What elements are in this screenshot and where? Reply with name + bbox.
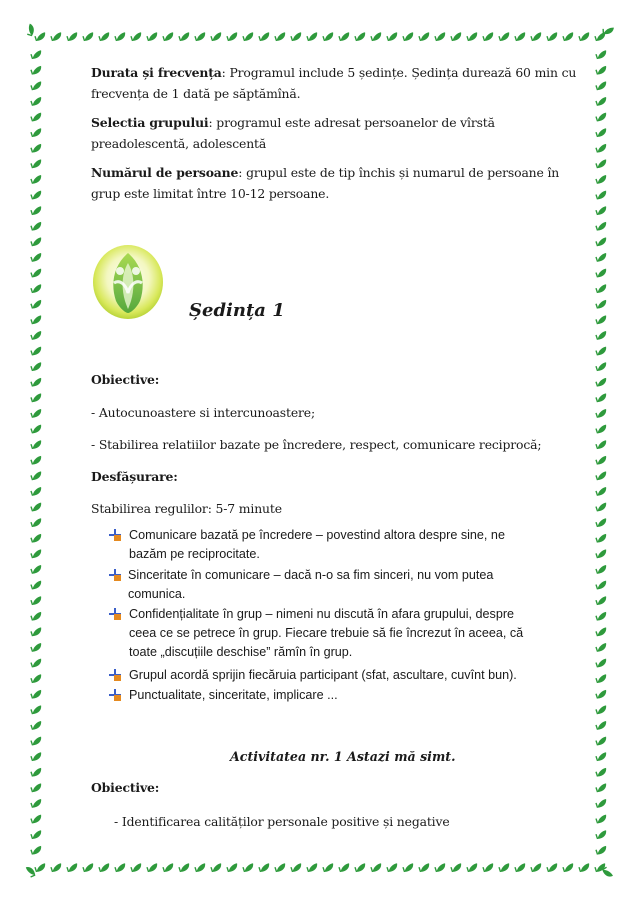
border-leaf-icon: [23, 865, 37, 878]
bullet-icon: [109, 669, 121, 681]
border-leaf-icon: [29, 390, 42, 404]
border-leaf-icon: [177, 29, 190, 43]
border-leaf-icon: [594, 718, 607, 732]
border-leaf-icon: [594, 484, 607, 498]
border-leaf-icon: [594, 234, 607, 248]
border-leaf-icon: [594, 702, 607, 716]
border-leaf-icon: [594, 811, 607, 825]
border-leaf-icon: [257, 860, 270, 874]
border-leaf-icon: [594, 749, 607, 763]
group-selection-text: : programul este adresat persoanelor de vîrstă: [208, 115, 495, 130]
objectives-heading: [91, 370, 159, 391]
border-leaf-icon: [594, 359, 607, 373]
border-leaf-icon: [29, 312, 42, 326]
group-size-label: Numărul de persoane: [91, 165, 239, 180]
border-leaf-icon: [601, 866, 615, 878]
border-leaf-icon: [29, 265, 42, 279]
border-leaf-icon: [593, 29, 606, 43]
border-leaf-icon: [594, 827, 607, 841]
border-leaf-icon: [337, 29, 350, 43]
border-leaf-icon: [29, 156, 42, 170]
border-leaf-icon: [81, 860, 94, 874]
border-leaf-icon: [29, 343, 42, 357]
border-leaf-icon: [29, 530, 42, 544]
border-leaf-icon: [337, 860, 350, 874]
border-leaf-icon: [29, 655, 42, 669]
border-leaf-icon: [29, 749, 42, 763]
border-leaf-icon: [29, 296, 42, 310]
border-leaf-icon: [29, 686, 42, 700]
border-leaf-icon: [29, 515, 42, 529]
border-leaf-icon: [369, 29, 382, 43]
group-selection-label: Selectia grupului: [91, 115, 209, 130]
border-leaf-icon: [225, 29, 238, 43]
border-leaf-icon: [594, 296, 607, 310]
border-leaf-icon: [594, 671, 607, 685]
border-leaf-icon: [225, 860, 238, 874]
border-leaf-icon: [594, 468, 607, 482]
border-leaf-icon: [29, 218, 42, 232]
border-leaf-icon: [401, 29, 414, 43]
border-leaf-icon: [601, 23, 615, 37]
border-leaf-icon: [33, 860, 46, 874]
objectives2-heading: [91, 778, 159, 799]
group-size-text: : grupul este de tip închis și numarul de persoane în: [238, 165, 560, 180]
border-leaf-icon: [594, 515, 607, 529]
border-leaf-icon: [594, 406, 607, 420]
border-leaf-icon: [594, 452, 607, 466]
border-leaf-icon: [145, 29, 158, 43]
border-leaf-icon: [433, 29, 446, 43]
border-leaf-icon: [29, 203, 42, 217]
border-leaf-icon: [594, 655, 607, 669]
rule-text: Confidențialitate în grup – nimeni nu discută în afara grupului, despre: [129, 607, 515, 621]
bullet-icon: [109, 569, 121, 581]
border-leaf-icon: [594, 203, 607, 217]
border-leaf-icon: [177, 860, 190, 874]
border-leaf-icon: [577, 860, 590, 874]
border-leaf-icon: [29, 172, 42, 186]
border-leaf-icon: [145, 860, 158, 874]
border-leaf-icon: [161, 860, 174, 874]
border-leaf-icon: [545, 29, 558, 43]
frequency-text-2: frecvența de 1 dată pe săptămînă.: [91, 85, 301, 101]
border-leaf-icon: [29, 827, 42, 841]
bullet-icon: [109, 608, 121, 620]
border-leaf-icon: [29, 702, 42, 716]
border-leaf-icon: [353, 29, 366, 43]
border-leaf-icon: [594, 265, 607, 279]
border-leaf-icon: [65, 860, 78, 874]
border-leaf-icon: [594, 390, 607, 404]
border-leaf-icon: [29, 733, 42, 747]
border-leaf-icon: [29, 562, 42, 576]
border-leaf-icon: [29, 62, 42, 76]
border-leaf-icon: [594, 172, 607, 186]
border-leaf-icon: [29, 452, 42, 466]
border-leaf-icon: [594, 47, 607, 61]
border-leaf-icon: [594, 250, 607, 264]
frequency-paragraph: [91, 63, 576, 104]
border-leaf-icon: [561, 860, 574, 874]
border-leaf-icon: [594, 624, 607, 638]
border-leaf-icon: [561, 29, 574, 43]
border-leaf-icon: [594, 437, 607, 451]
logo: [92, 243, 164, 321]
border-leaf-icon: [321, 860, 334, 874]
border-leaf-icon: [594, 780, 607, 794]
border-leaf-icon: [594, 94, 607, 108]
activity-title: Activitatea nr. 1 Astazi mă simt.: [230, 749, 456, 764]
objectives2-heading-text: Obiective:: [91, 780, 160, 795]
border-leaf-icon: [385, 860, 398, 874]
border-leaf-icon: [594, 577, 607, 591]
border-leaf-icon: [29, 359, 42, 373]
group-selection-paragraph: [91, 113, 495, 154]
border-leaf-icon: [81, 29, 94, 43]
border-leaf-icon: [449, 860, 462, 874]
border-leaf-icon: [113, 29, 126, 43]
border-leaf-icon: [385, 29, 398, 43]
border-leaf-icon: [29, 109, 42, 123]
border-leaf-icon: [29, 140, 42, 154]
border-leaf-icon: [209, 860, 222, 874]
border-leaf-icon: [29, 328, 42, 342]
objective-1: - Autocunoastere si intercunoastere;: [91, 405, 315, 420]
border-leaf-icon: [29, 608, 42, 622]
desfasurare-heading-text: Desfășurare:: [91, 469, 178, 484]
border-leaf-icon: [29, 718, 42, 732]
border-leaf-icon: [594, 328, 607, 342]
border-leaf-icon: [29, 281, 42, 295]
border-leaf-icon: [29, 546, 42, 560]
border-leaf-icon: [513, 29, 526, 43]
objective-2: - Stabilirea relatiilor bazate pe încredere, respect, comunicare reciprocă;: [91, 437, 542, 452]
border-leaf-icon: [594, 140, 607, 154]
rule-text: toate „discuțiile deschise” rămîn în grup.: [129, 645, 353, 659]
border-leaf-icon: [29, 47, 42, 61]
border-leaf-icon: [29, 842, 42, 856]
border-leaf-icon: [29, 484, 42, 498]
border-leaf-icon: [594, 125, 607, 139]
border-leaf-icon: [594, 78, 607, 92]
border-leaf-icon: [29, 811, 42, 825]
border-leaf-icon: [29, 640, 42, 654]
border-leaf-icon: [24, 23, 36, 37]
border-leaf-icon: [113, 860, 126, 874]
border-leaf-icon: [594, 608, 607, 622]
border-leaf-icon: [529, 860, 542, 874]
border-leaf-icon: [97, 29, 110, 43]
border-leaf-icon: [594, 109, 607, 123]
border-leaf-icon: [497, 29, 510, 43]
border-leaf-icon: [594, 499, 607, 513]
rule-text: ceea ce se petrece în grup. Fiecare trebuie să fie încrezut în aceea, că: [129, 626, 524, 640]
border-leaf-icon: [513, 860, 526, 874]
frequency-label: Durata și frecvența: [91, 65, 222, 80]
border-leaf-icon: [241, 29, 254, 43]
rule-text: Comunicare bazată pe încredere – povestind altora despre sine, ne: [129, 528, 505, 542]
border-leaf-icon: [65, 29, 78, 43]
border-leaf-icon: [29, 624, 42, 638]
border-leaf-icon: [193, 29, 206, 43]
border-leaf-icon: [129, 29, 142, 43]
border-leaf-icon: [161, 29, 174, 43]
border-leaf-icon: [594, 686, 607, 700]
border-leaf-icon: [594, 640, 607, 654]
border-leaf-icon: [321, 29, 334, 43]
border-leaf-icon: [401, 860, 414, 874]
rule-text: Punctualitate, sinceritate, implicare ...: [129, 688, 338, 702]
border-leaf-icon: [273, 860, 286, 874]
border-leaf-icon: [241, 860, 254, 874]
border-leaf-icon: [29, 187, 42, 201]
border-leaf-icon: [481, 860, 494, 874]
group-size-paragraph: [91, 163, 559, 204]
border-leaf-icon: [369, 860, 382, 874]
border-leaf-icon: [209, 29, 222, 43]
border-leaf-icon: [257, 29, 270, 43]
border-leaf-icon: [593, 860, 606, 874]
border-leaf-icon: [594, 187, 607, 201]
border-leaf-icon: [545, 860, 558, 874]
border-leaf-icon: [305, 860, 318, 874]
border-leaf-icon: [594, 312, 607, 326]
border-leaf-icon: [449, 29, 462, 43]
rule-text: bazăm pe reciprocitate.: [129, 547, 260, 561]
border-leaf-icon: [594, 218, 607, 232]
border-leaf-icon: [193, 860, 206, 874]
rule-text: comunica.: [128, 587, 186, 601]
border-leaf-icon: [497, 860, 510, 874]
rules-intro: Stabilirea regulilor: 5-7 minute: [91, 501, 282, 516]
border-leaf-icon: [49, 860, 62, 874]
border-leaf-icon: [594, 562, 607, 576]
border-leaf-icon: [353, 860, 366, 874]
border-leaf-icon: [594, 764, 607, 778]
rule-text: Sinceritate în comunicare – dacă n-o sa fim sinceri, nu vom putea: [128, 568, 494, 582]
border-leaf-icon: [433, 860, 446, 874]
border-leaf-icon: [29, 577, 42, 591]
border-leaf-icon: [465, 29, 478, 43]
border-leaf-icon: [305, 29, 318, 43]
border-leaf-icon: [29, 796, 42, 810]
border-leaf-icon: [29, 499, 42, 513]
session-title: Ședința 1: [189, 300, 285, 321]
border-leaf-icon: [594, 842, 607, 856]
border-leaf-icon: [29, 780, 42, 794]
bullet-icon: [109, 689, 121, 701]
border-leaf-icon: [29, 78, 42, 92]
border-leaf-icon: [29, 593, 42, 607]
border-leaf-icon: [273, 29, 286, 43]
desfasurare-heading: [91, 467, 178, 488]
border-leaf-icon: [417, 29, 430, 43]
border-leaf-icon: [129, 860, 142, 874]
border-leaf-icon: [29, 421, 42, 435]
border-leaf-icon: [33, 29, 46, 43]
border-leaf-icon: [29, 125, 42, 139]
border-leaf-icon: [594, 421, 607, 435]
border-leaf-icon: [594, 796, 607, 810]
border-leaf-icon: [594, 156, 607, 170]
bullet-icon: [109, 529, 121, 541]
border-leaf-icon: [289, 29, 302, 43]
border-leaf-icon: [49, 29, 62, 43]
border-leaf-icon: [29, 94, 42, 108]
leaf-logo-icon: [92, 243, 164, 321]
group-selection-text-2: preadolescentă, adolescentă: [91, 135, 267, 151]
border-leaf-icon: [577, 29, 590, 43]
border-leaf-icon: [29, 437, 42, 451]
border-leaf-icon: [594, 374, 607, 388]
border-leaf-icon: [594, 62, 607, 76]
group-size-text-2: grup este limitat între 10-12 persoane.: [91, 185, 330, 201]
border-leaf-icon: [594, 281, 607, 295]
rule-text: Grupul acordă sprijin fiecăruia participant (sfat, ascultare, cuvînt bun).: [129, 668, 517, 682]
border-leaf-icon: [289, 860, 302, 874]
objective-3: - Identificarea calităților personale positive și negative: [114, 814, 450, 829]
border-leaf-icon: [29, 406, 42, 420]
border-leaf-icon: [417, 860, 430, 874]
border-leaf-icon: [29, 671, 42, 685]
border-leaf-icon: [594, 593, 607, 607]
objectives-heading-text: Obiective:: [91, 372, 160, 387]
border-leaf-icon: [481, 29, 494, 43]
border-leaf-icon: [594, 343, 607, 357]
border-leaf-icon: [29, 374, 42, 388]
border-leaf-icon: [594, 733, 607, 747]
frequency-text: : Programul include 5 ședințe. Ședința durează 60 min cu: [221, 65, 577, 80]
border-leaf-icon: [594, 546, 607, 560]
border-leaf-icon: [29, 764, 42, 778]
border-leaf-icon: [29, 468, 42, 482]
border-leaf-icon: [97, 860, 110, 874]
border-leaf-icon: [594, 530, 607, 544]
border-leaf-icon: [529, 29, 542, 43]
border-leaf-icon: [465, 860, 478, 874]
border-leaf-icon: [29, 250, 42, 264]
border-leaf-icon: [29, 234, 42, 248]
